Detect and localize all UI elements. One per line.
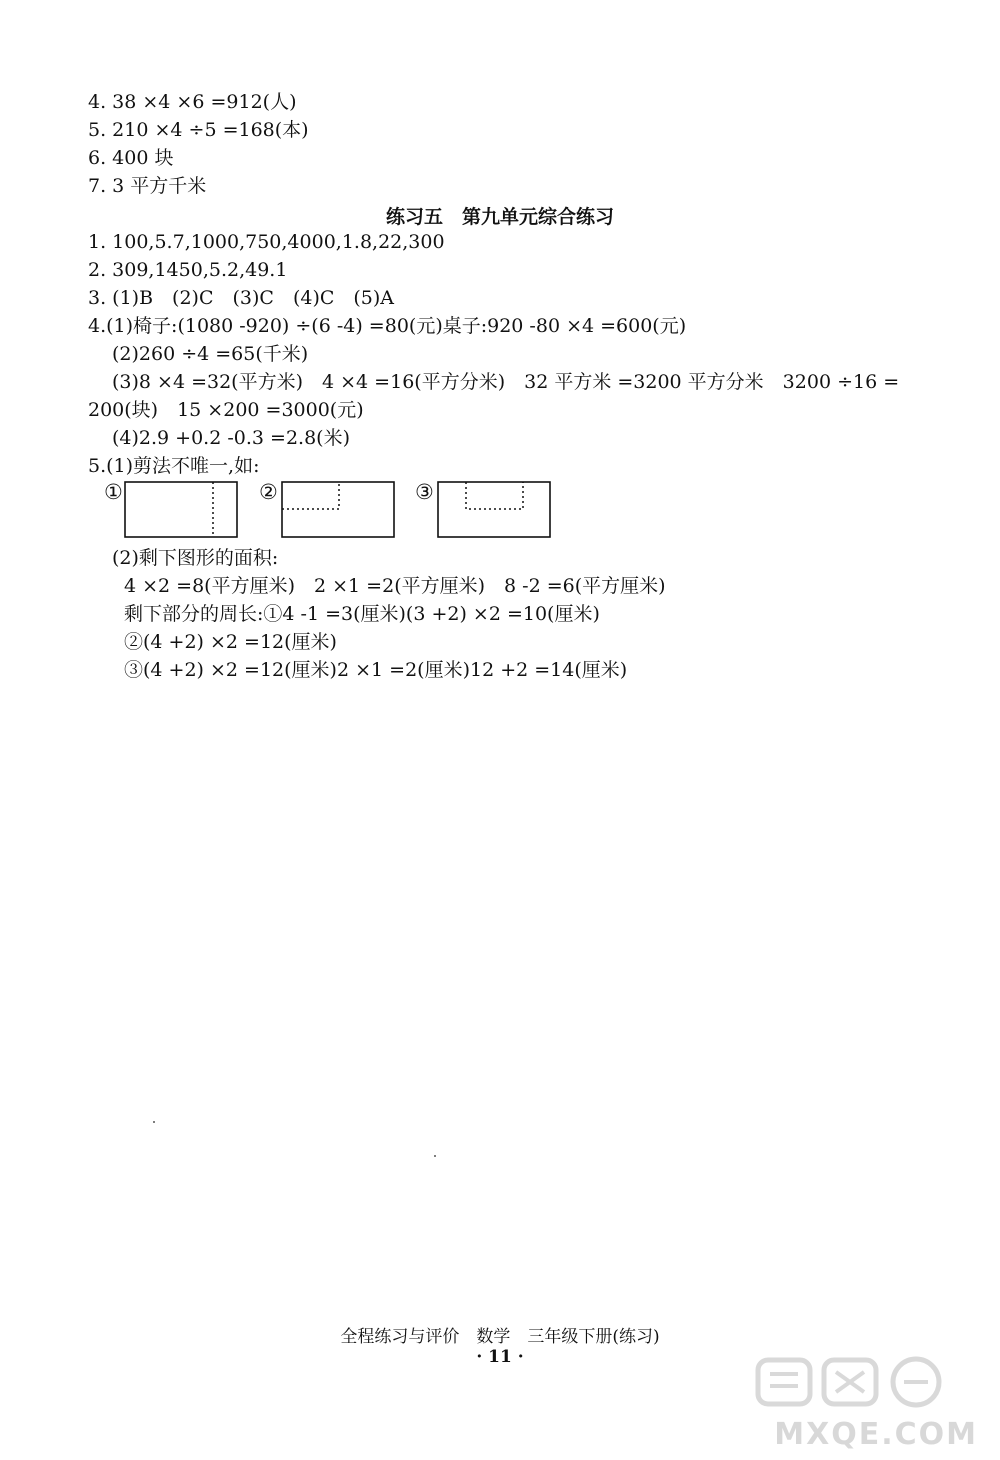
cut-figure-1-drawing bbox=[104, 480, 244, 540]
answer-line-4-3: (3)8 ×4 =32(平方米) 4 ×4 =16(平方分米) 32 平方米 =3200 平方分米 3200 ÷16 = bbox=[112, 371, 900, 393]
answer-line-prev-7: 7. 3 平方千米 bbox=[88, 175, 207, 197]
cut-figure-3 bbox=[415, 480, 555, 540]
watermark-url: MXQE.COM bbox=[774, 1417, 978, 1452]
footer-book-title: 全程练习与评价 数学 三年级下册(练习) bbox=[340, 1327, 660, 1347]
perimeter-figure-3: ③(4 +2) ×2 =12(厘米)2 ×1 =2(厘米)12 +2 =14(厘米) bbox=[124, 659, 628, 681]
scan-speck bbox=[153, 1121, 155, 1123]
watermark bbox=[716, 1354, 986, 1454]
watermark-logo-icon bbox=[750, 1354, 950, 1410]
area-calculation: 4 ×2 =8(平方厘米) 2 ×1 =2(平方厘米) 8 -2 =6(平方厘米) bbox=[124, 575, 666, 597]
cut-figure-1 bbox=[104, 480, 244, 540]
figure-label-3: ③ bbox=[415, 480, 434, 504]
answer-line-4-3-cont: 200(块) 15 ×200 =3000(元) bbox=[88, 399, 364, 421]
cut-figure-3-drawing bbox=[415, 480, 555, 540]
answer-line-3: 3. (1)B (2)C (3)C (4)C (5)A bbox=[88, 287, 395, 309]
figure-label-2: ② bbox=[259, 480, 278, 504]
figure-label-1: ① bbox=[104, 480, 123, 504]
cut-figure-2-drawing bbox=[259, 480, 399, 540]
answer-line-2: 2. 309,1450,5.2,49.1 bbox=[88, 259, 288, 281]
scan-speck bbox=[434, 1155, 436, 1157]
perimeter-figure-2: ②(4 +2) ×2 =12(厘米) bbox=[124, 631, 337, 653]
page-number: · 11 · bbox=[476, 1347, 524, 1367]
answer-line-4-1: 4.(1)椅子:(1080 -920) ÷(6 -4) =80(元)桌子:920 -80 ×4 =600(元) bbox=[88, 315, 687, 337]
perimeter-figure-1: 剩下部分的周长:①4 -1 =3(厘米)(3 +2) ×2 =10(厘米) bbox=[124, 603, 600, 625]
answer-line-prev-5: 5. 210 ×4 ÷5 =168(本) bbox=[88, 119, 309, 141]
cut-figure-2 bbox=[259, 480, 399, 540]
answer-line-1: 1. 100,5.7,1000,750,4000,1.8,22,300 bbox=[88, 231, 445, 253]
answer-line-4-4: (4)2.9 +0.2 -0.3 =2.8(米) bbox=[112, 427, 350, 449]
answer-line-prev-6: 6. 400 块 bbox=[88, 147, 174, 169]
answer-line-5-1: 5.(1)剪法不唯一,如: bbox=[88, 455, 260, 477]
section-title: 练习五 第九单元综合练习 bbox=[385, 206, 614, 228]
answer-line-4-2: (2)260 ÷4 =65(千米) bbox=[112, 343, 309, 365]
answer-line-prev-4: 4. 38 ×4 ×6 =912(人) bbox=[88, 91, 297, 113]
answer-line-5-2: (2)剩下图形的面积: bbox=[112, 547, 279, 569]
